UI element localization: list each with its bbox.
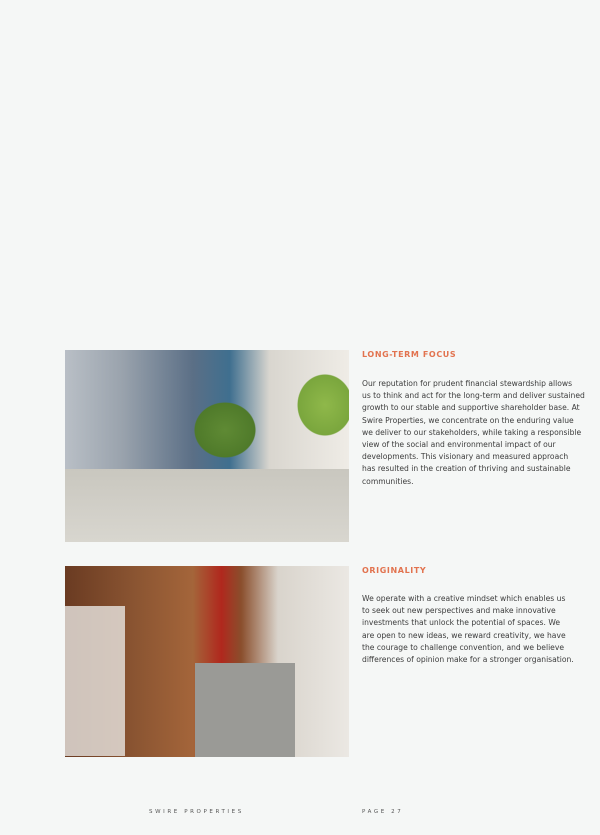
section-heading-long-term-focus: LONG-TERM FOCUS — [362, 350, 457, 359]
section-body-long-term-focus — [362, 378, 585, 488]
text-line: growth to our stable and supportive shareholder base. At — [362, 403, 580, 413]
text-line: are open to new ideas, we reward creativity, we have — [362, 630, 566, 640]
section-heading-originality: ORIGINALITY — [362, 566, 427, 575]
text-line: view of the social and environmental impact of our — [362, 440, 556, 450]
text-line: us to think and act for the long-term and deliver sustained — [362, 391, 585, 401]
text-line: Our reputation for prudent financial stewardship allows — [362, 379, 573, 388]
plaza-photo — [65, 350, 349, 542]
text-line: we deliver to our stakeholders, while taking a responsible — [362, 427, 582, 437]
footer-page-number: PAGE 27 — [362, 809, 404, 815]
footer-company: SWIRE PROPERTIES — [149, 809, 244, 815]
text-line: the courage to challenge convention, and we believe — [362, 642, 565, 652]
text-line: We operate with a creative mindset which enables us — [362, 594, 566, 603]
text-line: differences of opinion make for a stronger organisation. — [362, 655, 574, 665]
text-line: communities. — [362, 476, 414, 486]
text-line: Swire Properties, we concentrate on the enduring value — [362, 415, 574, 425]
text-line: developments. This visionary and measured approach — [362, 452, 569, 462]
text-line: investments that unlock the potential of spaces. We — [362, 618, 561, 628]
interior-lobby-photo — [65, 566, 349, 757]
text-line: to seek out new perspectives and make innovative — [362, 606, 556, 616]
text-line: has resulted in the creation of thriving and sustainable — [362, 464, 571, 474]
section-body-originality — [362, 593, 574, 666]
